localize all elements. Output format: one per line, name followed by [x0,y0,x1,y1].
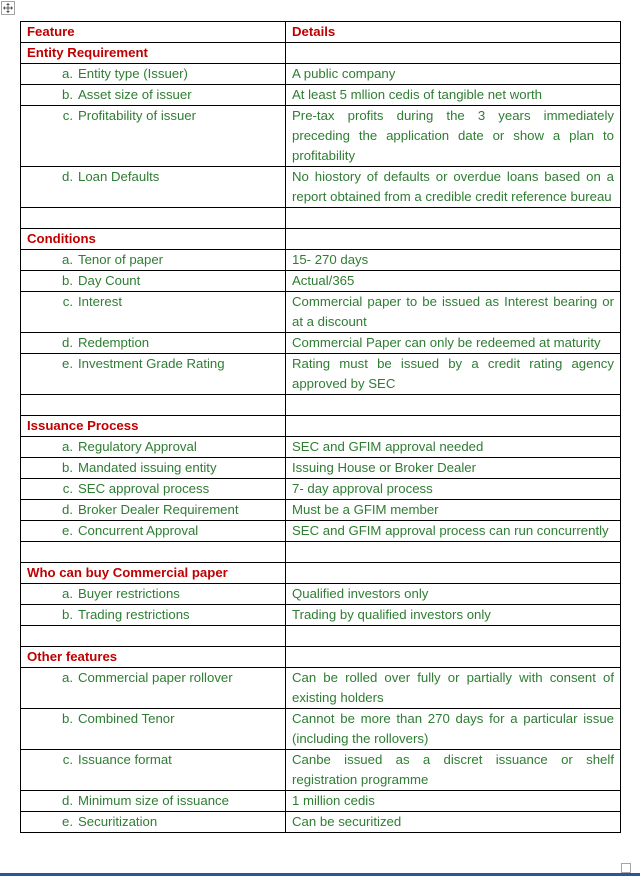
table-row [21,605,621,626]
section-row [21,43,621,64]
item-letter: e. [62,523,73,538]
item-letter: c. [62,752,73,767]
item-feature: Issuance format [78,752,172,767]
table-row [21,167,621,208]
item-letter: a. [62,66,73,81]
item-details: 7- day approval process [286,479,621,500]
header-details: Details [286,22,621,43]
item-letter: c. [62,294,73,309]
table-row [21,479,621,500]
item-letter: b. [62,87,73,102]
header-feature: Feature [21,22,286,43]
item-feature: Entity type (Issuer) [78,66,188,81]
item-letter: a. [62,670,73,685]
item-letter: d. [62,335,73,350]
features-table [20,21,621,833]
item-letter: c. [62,481,73,496]
item-details: Canbe issued as a discret issuance or shelf registration programme [286,750,621,791]
item-feature: Broker Dealer Requirement [78,502,239,517]
table-row [21,521,621,542]
item-letter: d. [62,169,73,184]
item-letter: d. [62,502,73,517]
item-letter: a. [62,586,73,601]
table-move-handle[interactable] [1,1,15,15]
section-row [21,563,621,584]
item-details: Qualified investors only [286,584,621,605]
table-resize-handle[interactable] [621,863,631,873]
item-letter: c. [62,108,73,123]
spacer-row [21,542,621,563]
item-feature: Profitability of issuer [78,108,196,123]
item-details: 15- 270 days [286,250,621,271]
section-row [21,647,621,668]
table-row [21,750,621,791]
item-feature: Minimum size of issuance [78,793,229,808]
item-letter: a. [62,252,73,267]
item-letter: b. [62,711,73,726]
item-feature: Redemption [78,335,150,350]
item-feature: Combined Tenor [78,711,175,726]
table-row [21,250,621,271]
section-row [21,416,621,437]
table-row [21,64,621,85]
spacer-row [21,395,621,416]
item-details: At least 5 mllion cedis of tangible net worth [286,85,621,106]
item-letter: a. [62,439,73,454]
item-letter: b. [62,607,73,622]
item-details: SEC and GFIM approval process can run concurrently [286,521,621,542]
item-feature: Trading restrictions [78,607,190,622]
item-feature: Day Count [78,273,141,288]
table-row [21,584,621,605]
item-details: Issuing House or Broker Dealer [286,458,621,479]
section-title: Conditions [21,229,286,250]
section-title: Who can buy Commercial paper [21,563,286,584]
item-feature: Buyer restrictions [78,586,180,601]
item-details: Must be a GFIM member [286,500,621,521]
table-header-row [21,22,621,43]
item-details: A public company [286,64,621,85]
item-details: Pre-tax profits during the 3 years immediately preceding the application date or show a plan to profitability [286,106,621,167]
item-letter: b. [62,460,73,475]
item-feature: Investment Grade Rating [78,356,225,371]
item-feature: Loan Defaults [78,169,160,184]
section-title: Issuance Process [21,416,286,437]
table-row [21,709,621,750]
item-feature: Asset size of issuer [78,87,192,102]
item-feature: Tenor of paper [78,252,164,267]
item-details: Commercial Paper can only be redeemed at maturity [286,333,621,354]
item-letter: d. [62,793,73,808]
item-feature: Regulatory Approval [78,439,197,454]
item-feature: Commercial paper rollover [78,670,233,685]
table-row [21,85,621,106]
table-row [21,292,621,333]
item-letter: e. [62,814,73,829]
item-feature: Concurrent Approval [78,523,199,538]
item-feature: SEC approval process [78,481,210,496]
item-letter: e. [62,356,73,371]
section-title: Entity Requirement [21,43,286,64]
item-details: Commercial paper to be issued as Interest bearing or at a discount [286,292,621,333]
section-row [21,229,621,250]
item-details: Trading by qualified investors only [286,605,621,626]
item-feature: Interest [78,294,122,309]
item-details: SEC and GFIM approval needed [286,437,621,458]
table-row [21,812,621,833]
spacer-row [21,208,621,229]
item-details: Rating must be issued by a credit rating agency approved by SEC [286,354,621,395]
table-row [21,437,621,458]
table-row [21,458,621,479]
item-details: Cannot be more than 270 days for a particular issue (including the rollovers) [286,709,621,750]
table-row [21,354,621,395]
table-row [21,668,621,709]
table-row [21,271,621,292]
table-row [21,791,621,812]
table-row [21,333,621,354]
item-details: No hiostory of defaults or overdue loans based on a report obtained from a credible credit reference bureau [286,167,621,208]
move-arrows-icon [3,3,13,13]
spacer-row [21,626,621,647]
item-feature: Securitization [78,814,158,829]
section-title: Other features [21,647,286,668]
item-details: Can be rolled over fully or partially with consent of existing holders [286,668,621,709]
item-letter: b. [62,273,73,288]
item-details: Actual/365 [286,271,621,292]
table-row [21,106,621,167]
item-details: Can be securitized [286,812,621,833]
item-feature: Mandated issuing entity [78,460,217,475]
table-row [21,500,621,521]
item-details: 1 million cedis [286,791,621,812]
